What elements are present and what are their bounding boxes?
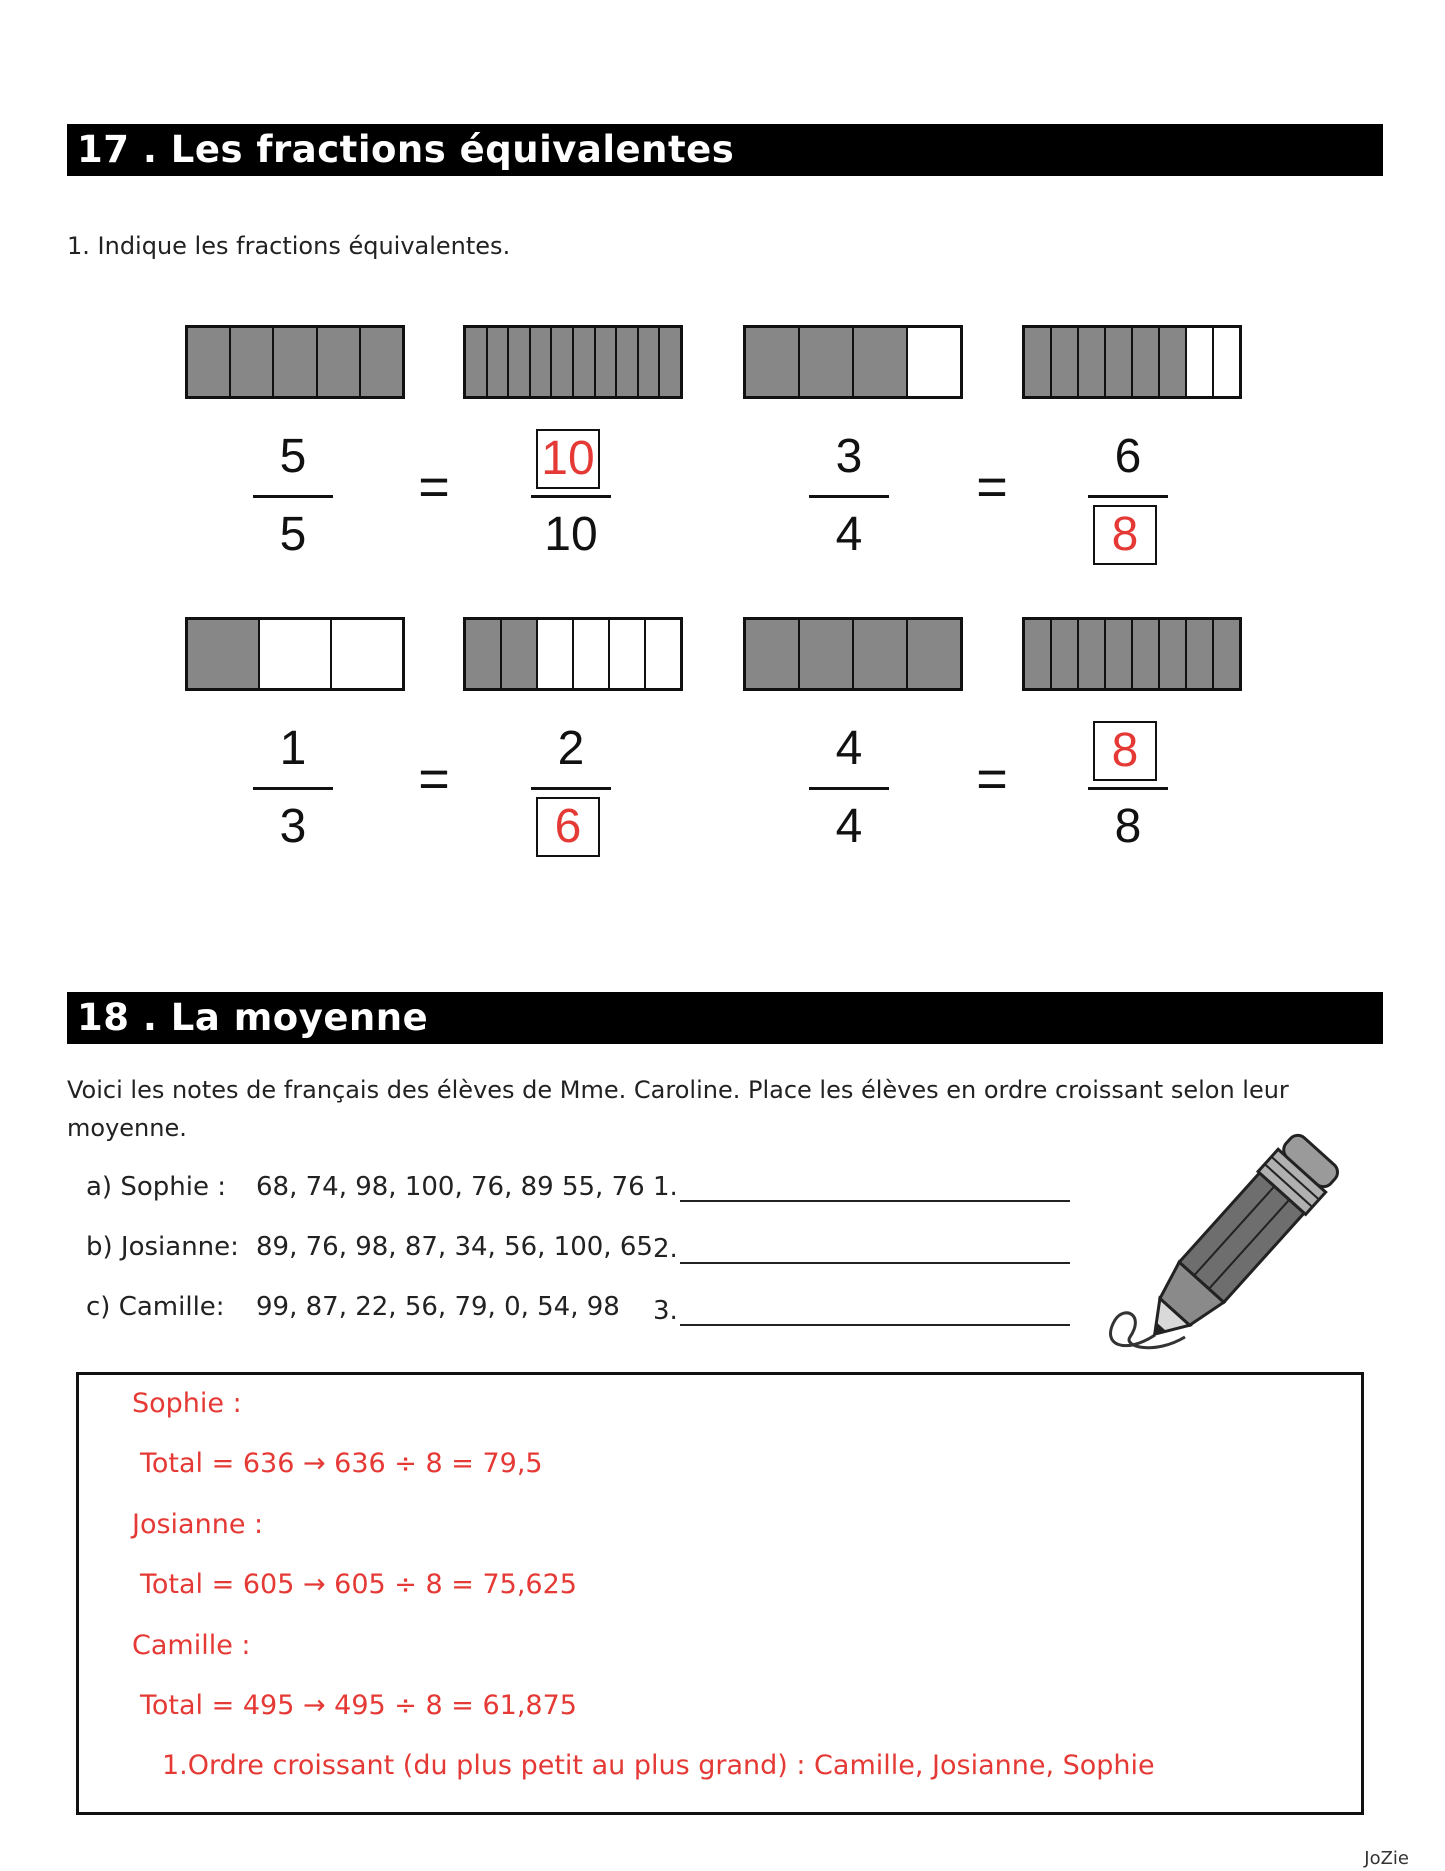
footer-credit: JoZie	[1364, 1848, 1409, 1869]
fraction-bar-segment	[852, 328, 906, 396]
fraction-bar-segment	[1025, 328, 1050, 396]
equals-sign: =	[418, 749, 450, 809]
fraction-bar-segment	[658, 328, 680, 396]
fraction-bar-segment	[486, 328, 508, 396]
fraction-denominator: 3	[279, 800, 307, 853]
fraction-bar-segment	[572, 620, 608, 688]
fraction-bar	[185, 325, 405, 399]
fraction-bar	[463, 617, 683, 691]
fraction-bar-segment	[550, 328, 572, 396]
fraction-line	[809, 495, 889, 498]
fraction-bar-segment	[536, 620, 572, 688]
order-slot-2[interactable]: 2.	[653, 1234, 1070, 1264]
fraction-bar-segment	[798, 328, 852, 396]
fraction-bar	[185, 617, 405, 691]
answer-camille-calc: Total = 495 → 495 ÷ 8 = 61,875	[140, 1690, 577, 1721]
fraction-denominator: 10	[544, 508, 598, 561]
fraction-bar-segment	[1104, 328, 1131, 396]
answer-josianne-calc: Total = 605 → 605 ÷ 8 = 75,625	[140, 1569, 577, 1600]
fraction-numerator: 3	[835, 430, 863, 483]
order-slot-1[interactable]: 1.	[653, 1172, 1070, 1202]
student-label: c) Camille:	[86, 1292, 225, 1322]
fraction-bar	[463, 325, 683, 399]
fraction-bar-segment	[1158, 620, 1185, 688]
section-17-title: 17 . Les fractions équivalentes	[67, 124, 1383, 176]
fraction-bar-segment	[852, 620, 906, 688]
fraction-bar-segment	[466, 620, 500, 688]
fraction-bar-segment	[507, 328, 529, 396]
order-slot-3[interactable]: 3.	[653, 1296, 1070, 1326]
fraction-line	[531, 787, 611, 790]
fraction-bar-segment	[746, 620, 798, 688]
student-grades: 68, 74, 98, 100, 76, 89 55, 76	[256, 1172, 645, 1202]
fraction-line	[531, 495, 611, 498]
fraction-line	[1088, 495, 1168, 498]
fraction-bar-segment	[746, 328, 798, 396]
fraction-bar-segment	[1104, 620, 1131, 688]
fraction-bar-segment	[500, 620, 536, 688]
fraction-bar-segment	[1077, 620, 1104, 688]
fraction-bar-segment	[1185, 620, 1212, 688]
student-row-camille	[86, 1292, 620, 1322]
fraction-bar-segment	[1131, 328, 1158, 396]
fraction-bar-segment	[330, 620, 402, 688]
fraction-numerator: 1	[279, 722, 307, 775]
fraction-line	[1088, 787, 1168, 790]
answer-box-numerator[interactable]: 8	[1093, 721, 1157, 781]
student-label: a) Sophie :	[86, 1172, 226, 1202]
fraction-bar-segment	[1212, 620, 1239, 688]
answer-sophie-calc: Total = 636 → 636 ÷ 8 = 79,5	[140, 1448, 543, 1479]
fraction-bar-segment	[1212, 328, 1239, 396]
fraction-numerator: 6	[1114, 430, 1142, 483]
fraction-numerator: 5	[279, 430, 307, 483]
fraction-bar-segment	[1025, 620, 1050, 688]
equals-sign: =	[418, 457, 450, 517]
fraction-bar-segment	[359, 328, 402, 396]
fraction-bar-segment	[594, 328, 616, 396]
equals-sign: =	[976, 457, 1008, 517]
student-row-josianne	[86, 1232, 653, 1262]
answer-sophie-label: Sophie :	[132, 1388, 242, 1419]
fraction-bar-segment	[272, 328, 315, 396]
answer-box-denominator[interactable]: 8	[1093, 505, 1157, 565]
fraction-numerator: 4	[835, 722, 863, 775]
fraction-line	[253, 787, 333, 790]
fraction-bar-segment	[1050, 328, 1077, 396]
student-grades: 89, 76, 98, 87, 34, 56, 100, 65	[256, 1232, 653, 1262]
fraction-bar-segment	[637, 328, 659, 396]
fraction-bar-segment	[906, 620, 960, 688]
fraction-bar-segment	[1185, 328, 1212, 396]
student-grades: 99, 87, 22, 56, 79, 0, 54, 98	[256, 1292, 620, 1322]
fraction-bar-segment	[188, 328, 229, 396]
equals-sign: =	[976, 749, 1008, 809]
fraction-bar-segment	[188, 620, 258, 688]
section-18-paragraph: Voici les notes de français des élèves de Mme. Caroline. Place les élèves en ordre croissant selon leur moyenne.	[67, 1076, 1289, 1142]
fraction-denominator: 4	[835, 508, 863, 561]
answer-camille-label: Camille :	[132, 1630, 251, 1661]
fraction-bar-segment	[608, 620, 644, 688]
fraction-bar-segment	[1158, 328, 1185, 396]
fraction-bar-segment	[906, 328, 960, 396]
fraction-bar-segment	[466, 328, 486, 396]
answer-josianne-label: Josianne :	[132, 1509, 264, 1540]
section-17-instruction: 1. Indique les fractions équivalentes.	[67, 232, 511, 260]
fraction-bar-segment	[644, 620, 680, 688]
pencil-icon	[1085, 1115, 1375, 1365]
fraction-bar-segment	[229, 328, 272, 396]
fraction-bar-segment	[572, 328, 594, 396]
fraction-bar-segment	[1131, 620, 1158, 688]
answer-box-denominator[interactable]: 6	[536, 797, 600, 857]
fraction-bar	[743, 325, 963, 399]
fraction-bar-segment	[798, 620, 852, 688]
fraction-line	[809, 787, 889, 790]
student-label: b) Josianne:	[86, 1232, 239, 1262]
fraction-denominator: 5	[279, 508, 307, 561]
fraction-numerator: 2	[557, 722, 585, 775]
fraction-line	[253, 495, 333, 498]
fraction-bar-segment	[1077, 328, 1104, 396]
fraction-denominator: 8	[1114, 800, 1142, 853]
student-row-sophie	[86, 1172, 645, 1202]
fraction-bar-segment	[258, 620, 330, 688]
fraction-bar-segment	[615, 328, 637, 396]
fraction-bar	[1022, 325, 1242, 399]
section-18-title: 18 . La moyenne	[67, 992, 1383, 1044]
fraction-denominator: 4	[835, 800, 863, 853]
fraction-bar	[1022, 617, 1242, 691]
fraction-bar-segment	[529, 328, 551, 396]
answer-order: 1.Ordre croissant (du plus petit au plus grand) : Camille, Josianne, Sophie	[162, 1750, 1155, 1781]
fraction-bar	[743, 617, 963, 691]
answer-box-numerator[interactable]: 10	[536, 429, 600, 489]
fraction-bar-segment	[1050, 620, 1077, 688]
fraction-bar-segment	[316, 328, 359, 396]
